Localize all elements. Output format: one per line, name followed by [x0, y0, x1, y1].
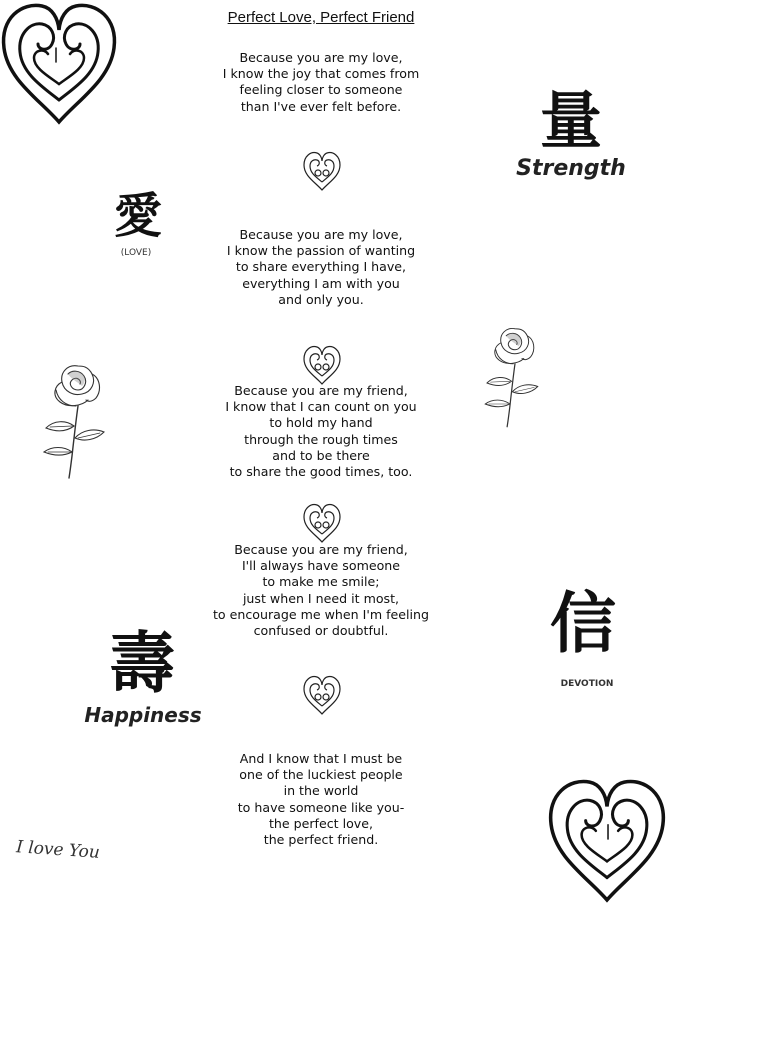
happiness-caption: Happiness — [84, 703, 202, 727]
love-caption: (LOVE) — [120, 248, 152, 258]
small-heart-swirl-icon — [302, 150, 342, 192]
page-title: Perfect Love, Perfect Friend — [227, 9, 415, 26]
stanza-3: Because you are my friend, I know that I can count on you to hold my hand through the rough times and to be there to share the good times, too. — [225, 383, 417, 480]
stanza-5: And I know that I must be one of the luckiest people in the world to have someone like you- the perfect love, the perfect friend. — [237, 751, 405, 848]
strength-caption: Strength — [516, 156, 626, 181]
small-heart-swirl-icon — [302, 674, 342, 716]
stanza-4: Because you are my friend, I'll always have someone to make me smile; just when I need it most, to encourage me when I'm feeling confused or doubtful. — [212, 542, 429, 639]
strength-kanji: 量 — [539, 84, 602, 157]
small-heart-swirl-icon — [302, 344, 342, 386]
happiness-kanji: 壽 — [109, 624, 175, 702]
stanza-1: Because you are my love, I know the joy that comes from feeling closer to someone than I've ever felt before. — [222, 50, 420, 114]
rose-icon — [480, 316, 550, 436]
i-love-you-script: I love You — [15, 837, 101, 863]
stanza-2: Because you are my love, I know the passion of wanting to share everything I have, everything I am with you and only you. — [226, 227, 416, 307]
love-kanji: 愛 — [113, 188, 162, 244]
small-heart-swirl-icon — [302, 502, 342, 544]
heart-swirl-icon — [0, 0, 118, 126]
rose-icon — [38, 360, 118, 480]
devotion-kanji: 信 — [550, 584, 616, 662]
devotion-caption: DEVOTION — [560, 679, 614, 689]
heart-swirl-icon — [546, 776, 668, 904]
